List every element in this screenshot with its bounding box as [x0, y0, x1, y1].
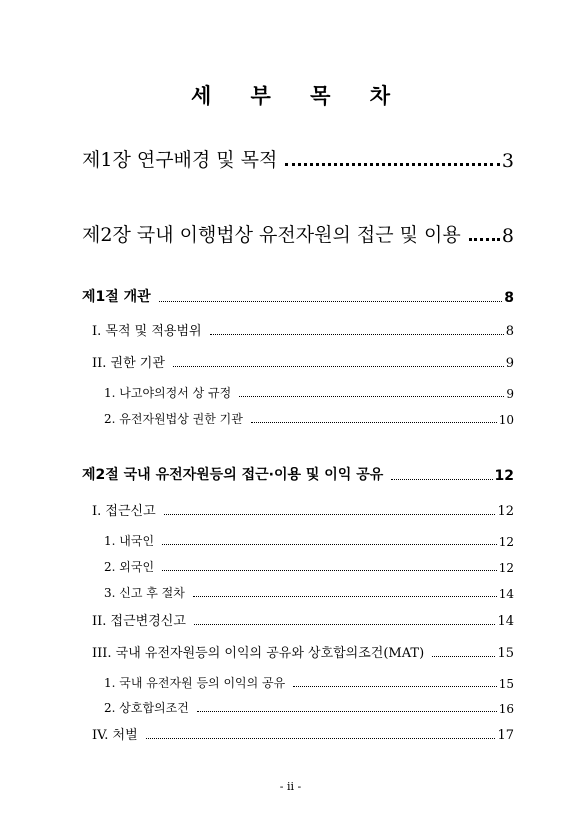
toc-entry-label: 2. 유전자원법상 권한 기관 — [104, 412, 243, 426]
toc-entry-chapter-1[interactable] — [82, 145, 514, 172]
toc-entry-page: 8 — [504, 290, 514, 306]
toc-entry-label: 제2절 국내 유전자원등의 접근·이용 및 이익 공유 — [82, 467, 384, 483]
toc-entry-item[interactable] — [92, 610, 514, 629]
toc-entry-label: 3. 신고 후 절차 — [104, 586, 185, 600]
toc-entry-page: 9 — [506, 387, 514, 401]
toc-entry-label: 제2장 국내 이행법상 유전자원의 접근 및 이용 — [82, 224, 461, 246]
page-number-footer: - ii - — [279, 780, 302, 793]
leader-dots — [197, 710, 497, 712]
page-title: 세 부 목 차 — [190, 84, 407, 108]
toc-entry-page: 8 — [505, 324, 514, 339]
toc-entry-page: 16 — [498, 702, 514, 716]
toc-entry-page: 12 — [494, 468, 514, 484]
toc-entry-page: 8 — [501, 225, 514, 247]
toc-entry-label: 1. 내국인 — [104, 534, 155, 548]
toc-entry-label: IV. 처벌 — [92, 728, 138, 743]
leader-dots — [210, 333, 504, 335]
toc-entry-label: III. 국내 유전자원등의 이익의 공유와 상호합의조건(MAT) — [92, 646, 425, 661]
toc-entry-page: 12 — [498, 561, 514, 575]
toc-entry-subitem[interactable] — [104, 384, 514, 401]
leader-dots — [239, 395, 504, 397]
toc-entry-label: 1. 국내 유전자원 등의 이익의 공유 — [104, 676, 286, 690]
toc-entry-item[interactable] — [92, 352, 514, 371]
leader-dots — [193, 595, 497, 597]
leader-dots — [251, 421, 497, 423]
toc-entry-label: II. 접근변경신고 — [92, 614, 186, 629]
leader-dots — [159, 300, 503, 302]
toc-entry-label: 제1장 연구배경 및 목적 — [82, 149, 278, 171]
toc-entry-item[interactable] — [92, 642, 514, 661]
leader-dots — [285, 162, 500, 166]
toc-entry-label: 2. 상호합의조건 — [104, 701, 189, 715]
toc-entry-subitem[interactable] — [104, 558, 514, 575]
leader-dots — [432, 655, 495, 657]
toc-entry-page: 15 — [497, 646, 514, 661]
toc-entry-label: I. 접근신고 — [92, 504, 156, 519]
leader-dots — [173, 365, 504, 367]
leader-dots — [162, 543, 497, 545]
toc-entry-page: 10 — [498, 413, 514, 427]
toc-entry-subitem[interactable] — [104, 584, 514, 601]
toc-entry-page: 12 — [497, 504, 514, 519]
toc-entry-page: 17 — [497, 728, 514, 743]
leader-dots — [146, 737, 496, 739]
toc-entry-label: 2. 외국인 — [104, 560, 155, 574]
toc-entry-subitem[interactable] — [104, 674, 514, 691]
toc-entry-item[interactable] — [92, 320, 514, 339]
toc-entry-item[interactable] — [92, 724, 514, 743]
toc-entry-label: I. 목적 및 적용범위 — [92, 324, 202, 339]
leader-dots — [164, 513, 496, 515]
leader-dots — [194, 623, 496, 625]
leader-dots — [162, 569, 497, 571]
toc-entry-page: 14 — [498, 587, 514, 601]
toc-entry-page: 9 — [505, 356, 514, 371]
toc-entry-label: 제1절 개관 — [82, 289, 151, 305]
toc-entry-label: II. 권한 기관 — [92, 356, 165, 371]
toc-entry-subitem[interactable] — [104, 532, 514, 549]
toc-entry-page: 3 — [501, 150, 514, 172]
leader-dots — [469, 237, 500, 241]
leader-dots — [293, 685, 497, 687]
toc-entry-label: 1. 나고야의정서 상 규정 — [104, 386, 232, 400]
toc-entry-section-1[interactable] — [82, 286, 514, 306]
toc-entry-page: 14 — [497, 614, 514, 629]
toc-entry-section-2[interactable] — [82, 464, 514, 484]
toc-entry-page: 15 — [498, 677, 514, 691]
toc-entry-subitem[interactable] — [104, 699, 514, 716]
toc-entry-chapter-2[interactable] — [82, 220, 514, 247]
toc-entry-item[interactable] — [92, 500, 514, 519]
toc-entry-page: 12 — [498, 535, 514, 549]
toc-entry-subitem[interactable] — [104, 410, 514, 427]
leader-dots — [391, 478, 492, 480]
